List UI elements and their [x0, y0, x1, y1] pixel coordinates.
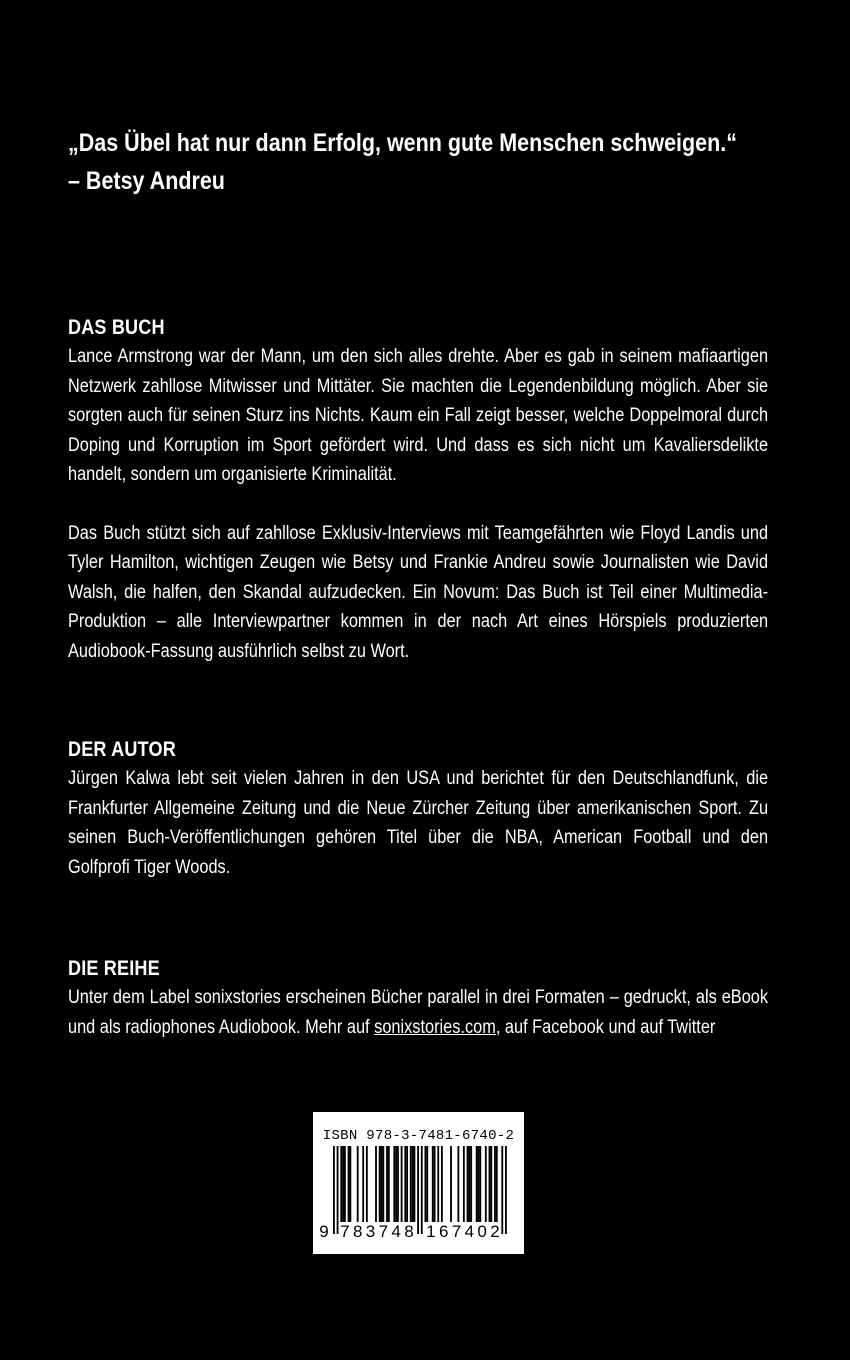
die-reihe-paragraph	[68, 983, 768, 1042]
barcode-bar	[426, 1146, 428, 1222]
barcode-bar	[410, 1146, 412, 1222]
barcode-graphic	[313, 1112, 524, 1254]
sonixstories-link[interactable]: sonixstories.com	[374, 1016, 496, 1038]
das-buch-paragraph-1: Lance Armstrong war der Mann, um den sich alles drehte. Aber es gab in seinem mafiaartigen Netzwerk zahllose Mitwisser und Mittäter. Sie machten die Legendenbildung möglich. Aber sie sorgten auch für seinen Sturz ins Nichts. Kaum ein Fall zeigt besser, welche Doppelmoral durch Doping und Korruption im Sport gefördert wird. Und dass es sich nicht um Kavaliersdelikte handelt, sondern um organisierte Kriminalität.	[68, 346, 769, 485]
barcode-bar	[494, 1146, 496, 1222]
barcode-digit: 4	[464, 1222, 475, 1241]
barcode-bar	[457, 1146, 459, 1222]
barcode-digit: 6	[438, 1222, 449, 1241]
barcode-digit: 4	[391, 1222, 401, 1241]
barcode-bar	[476, 1146, 478, 1222]
barcode-bar	[337, 1146, 339, 1234]
section-heading-die-reihe: DIE REIHE	[68, 957, 160, 980]
barcode-bar	[349, 1146, 351, 1222]
barcode-bar	[417, 1146, 419, 1234]
barcode-digit: 7	[340, 1222, 350, 1241]
barcode-bar	[382, 1146, 384, 1222]
barcode-bar	[342, 1146, 344, 1222]
barcode-bar	[463, 1146, 465, 1222]
barcode-bar	[333, 1146, 335, 1234]
barcode-bar	[425, 1146, 427, 1222]
das-buch-paragraph-2: Das Buch stützt sich auf zahllose Exklusiv-Interviews mit Teamgefährten wie Floyd Landis und Tyler Hamilton, wichtigen Zeugen wie Betsy und Frankie Andreu sowie Journalisten wie David Walsh, die halfen, den Skandal aufzudecken. Ein Novum: Das Buch ist Teil einer Multimedia-Produktion – alle Interviewpartner kommen in der nach Art eines Hörspiels produzierten Audiobook-Fassung ausführlich selbst zu Wort.	[68, 522, 769, 662]
section-heading-der-autor: DER AUTOR	[68, 738, 176, 761]
barcode-bar	[395, 1146, 397, 1222]
barcode-bar	[348, 1146, 350, 1222]
barcode-bar	[485, 1146, 487, 1222]
barcode-bar	[406, 1146, 408, 1222]
die-reihe-text-after: , auf Facebook und auf Twitter	[495, 1016, 716, 1038]
isbn-barcode	[313, 1112, 524, 1254]
barcode-digit: 7	[378, 1222, 389, 1241]
barcode-digit: 7	[451, 1222, 462, 1241]
barcode-bar	[375, 1146, 377, 1222]
barcode-digit: 8	[352, 1222, 363, 1241]
quote-text: „Das Übel hat nur dann Erfolg, wenn gute Menschen schweigen.“	[68, 129, 737, 157]
barcode-bar	[490, 1146, 492, 1222]
barcode-bar	[344, 1146, 346, 1222]
barcode-bar	[432, 1146, 434, 1222]
barcode-bar	[421, 1146, 423, 1234]
barcode-digit: 3	[365, 1222, 376, 1241]
barcode-digit: 9	[319, 1222, 329, 1241]
barcode-bar	[340, 1146, 342, 1222]
barcode-bar	[412, 1146, 414, 1222]
barcode-digit: 1	[426, 1222, 436, 1241]
barcode-bar	[505, 1146, 507, 1234]
barcode-digit: 8	[404, 1222, 414, 1241]
barcode-bar	[450, 1146, 452, 1222]
barcode-bar	[470, 1146, 472, 1222]
der-autor-paragraph: Jürgen Kalwa lebt seit vielen Jahren in den USA und berichtet für den Deutschlandfunk, die Frankfurter Allgemeine Zeitung und die Neue Zürcher Zeitung über amerikanischen Sport. Zu seinen Buch-Veröffentlichungen gehören Titel über die NBA, American Football und den Golfprofi Tiger Woods.	[68, 768, 769, 878]
barcode-bar	[496, 1146, 498, 1222]
barcode-bar	[357, 1146, 359, 1222]
barcode-bar	[366, 1146, 368, 1222]
barcode-bar	[441, 1146, 443, 1222]
barcode-bar	[468, 1146, 470, 1222]
barcode-bar	[414, 1146, 416, 1222]
barcode-bar	[437, 1146, 439, 1222]
barcode-bar	[489, 1146, 491, 1222]
section-die-reihe	[68, 955, 768, 1042]
barcode-bar	[501, 1146, 503, 1234]
barcode-bar	[434, 1146, 436, 1222]
barcode-bar	[381, 1146, 383, 1222]
barcode-bar	[393, 1146, 395, 1222]
barcode-bar	[479, 1146, 481, 1222]
die-reihe-text-before: Unter dem Label sonixstories erscheinen Bücher parallel in drei Formaten – gedruckt, als eBook und als radiophones Audiobook. Mehr auf	[68, 987, 769, 1038]
barcode-bar	[362, 1146, 364, 1222]
quote-attribution: – Betsy Andreu	[68, 167, 225, 195]
barcode-bar	[467, 1146, 469, 1222]
barcode-bar	[379, 1146, 381, 1222]
barcode-bar	[478, 1146, 480, 1222]
barcode-bar	[386, 1146, 388, 1222]
barcode-digit: 2	[490, 1222, 500, 1241]
section-heading-das-buch: DAS BUCH	[68, 316, 165, 339]
isbn-label: ISBN 978-3-7481-6740-2	[322, 1128, 515, 1144]
barcode-bar	[404, 1146, 406, 1222]
barcode-bar	[401, 1146, 403, 1222]
section-das-buch	[68, 314, 768, 666]
barcode-digit: 0	[477, 1222, 487, 1241]
barcode-bar	[397, 1146, 399, 1222]
barcode-bar	[388, 1146, 390, 1222]
epigraph-quote	[68, 124, 782, 200]
section-der-autor	[68, 736, 768, 882]
